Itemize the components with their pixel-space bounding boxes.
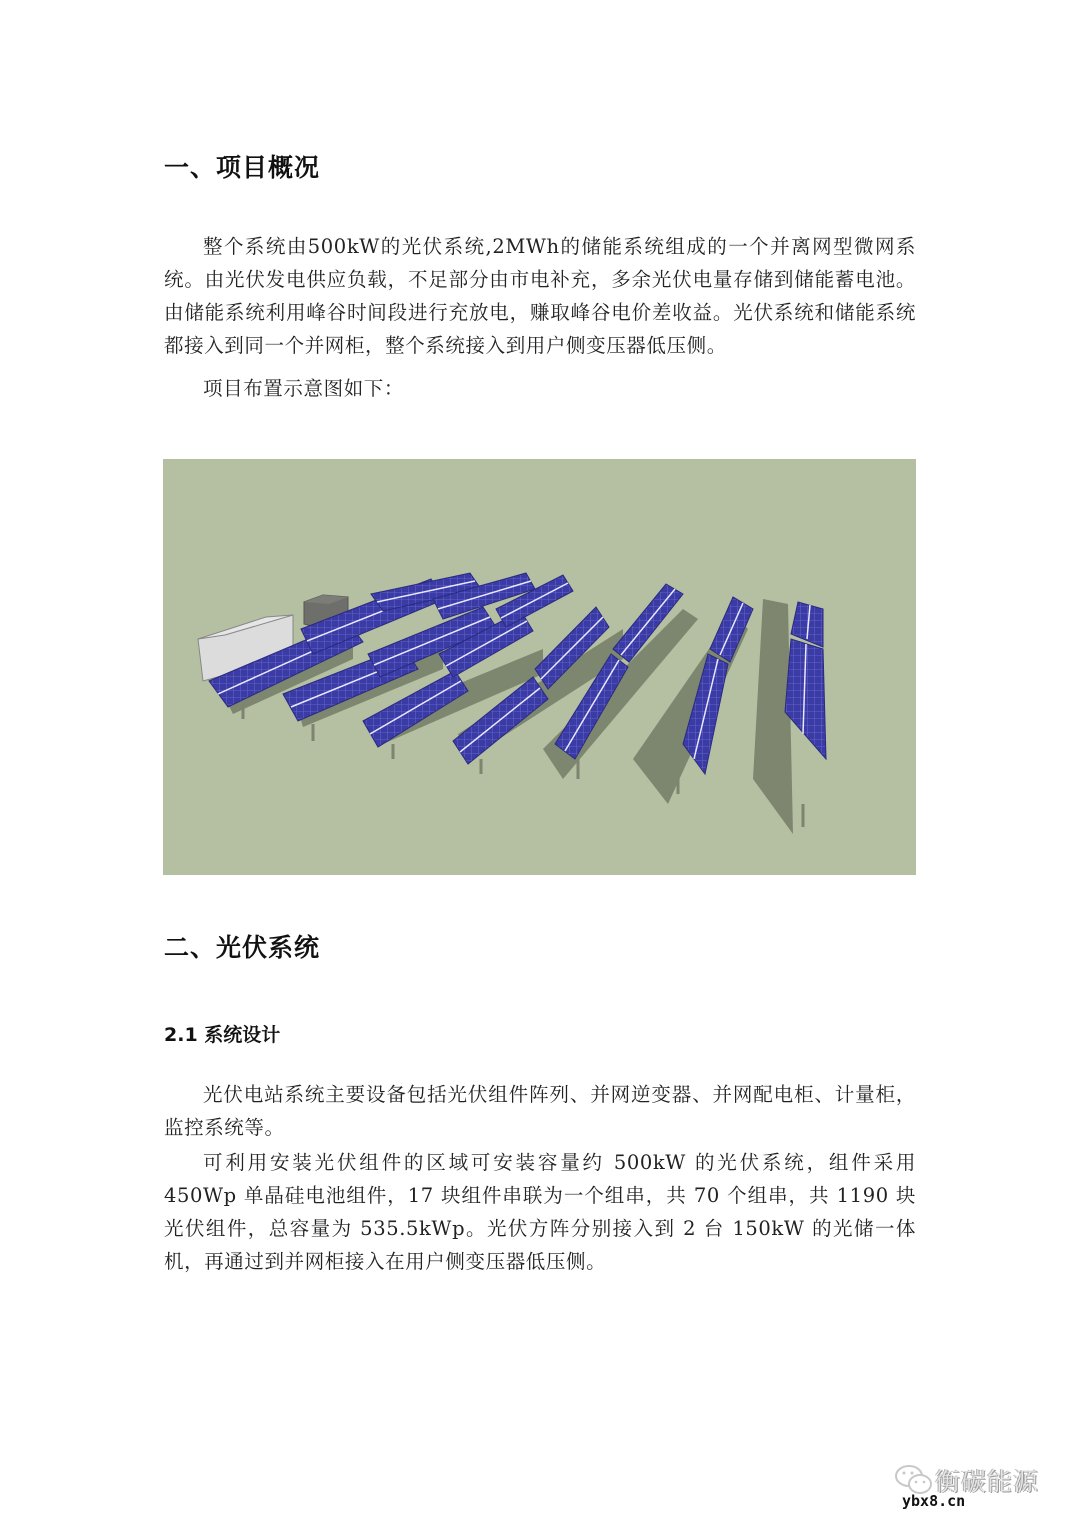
section1-body — [164, 230, 916, 405]
section2-heading: 二、光伏系统 — [164, 933, 321, 962]
section1-paragraph-2: 项目布置示意图如下： — [203, 377, 405, 400]
section1-heading: 一、项目概况 — [164, 153, 321, 182]
section2-paragraph-1: 光伏电站系统主要设备包括光伏组件阵列、并网逆变器、并网配电柜、计量柜，监控系统等。 — [164, 1083, 916, 1139]
section2-paragraph-2: 可利用安装光伏组件的区域可安装容量约 500kW 的光伏系统，组件采用 450Wp 单晶硅电池组件，17 块组件串联为一个组串，共 70 个组串，共 1190 块光伏组件，总容量为 535.5kWp。光伏方阵分别接入到 2 台 150kW 的光储一体机，再通过到并网柜接入在用户侧变压器低压侧。 — [164, 1151, 916, 1273]
watermark-url: ybx8.cn — [902, 1492, 966, 1510]
solar-array-illustration — [163, 459, 916, 875]
project-layout-figure — [163, 459, 916, 875]
watermark-brand: 衡碳能源 — [935, 1467, 1040, 1496]
section1-paragraph-1: 整个系统由500kW的光伏系统,2MWh的储能系统组成的一个并离网型微网系统。由光伏发电供应负载，不足部分由市电补充，多余光伏电量存储到储能蓄电池。由储能系统利用峰谷时间段进行充放电，赚取峰谷电价差收益。光伏系统和储能系统都接入到同一个并网柜，整个系统接入到用户侧变压器低压侧。 — [164, 235, 916, 357]
subsection-2-1-heading: 2.1 系统设计 — [164, 1024, 281, 1046]
section2-body — [164, 1078, 916, 1278]
